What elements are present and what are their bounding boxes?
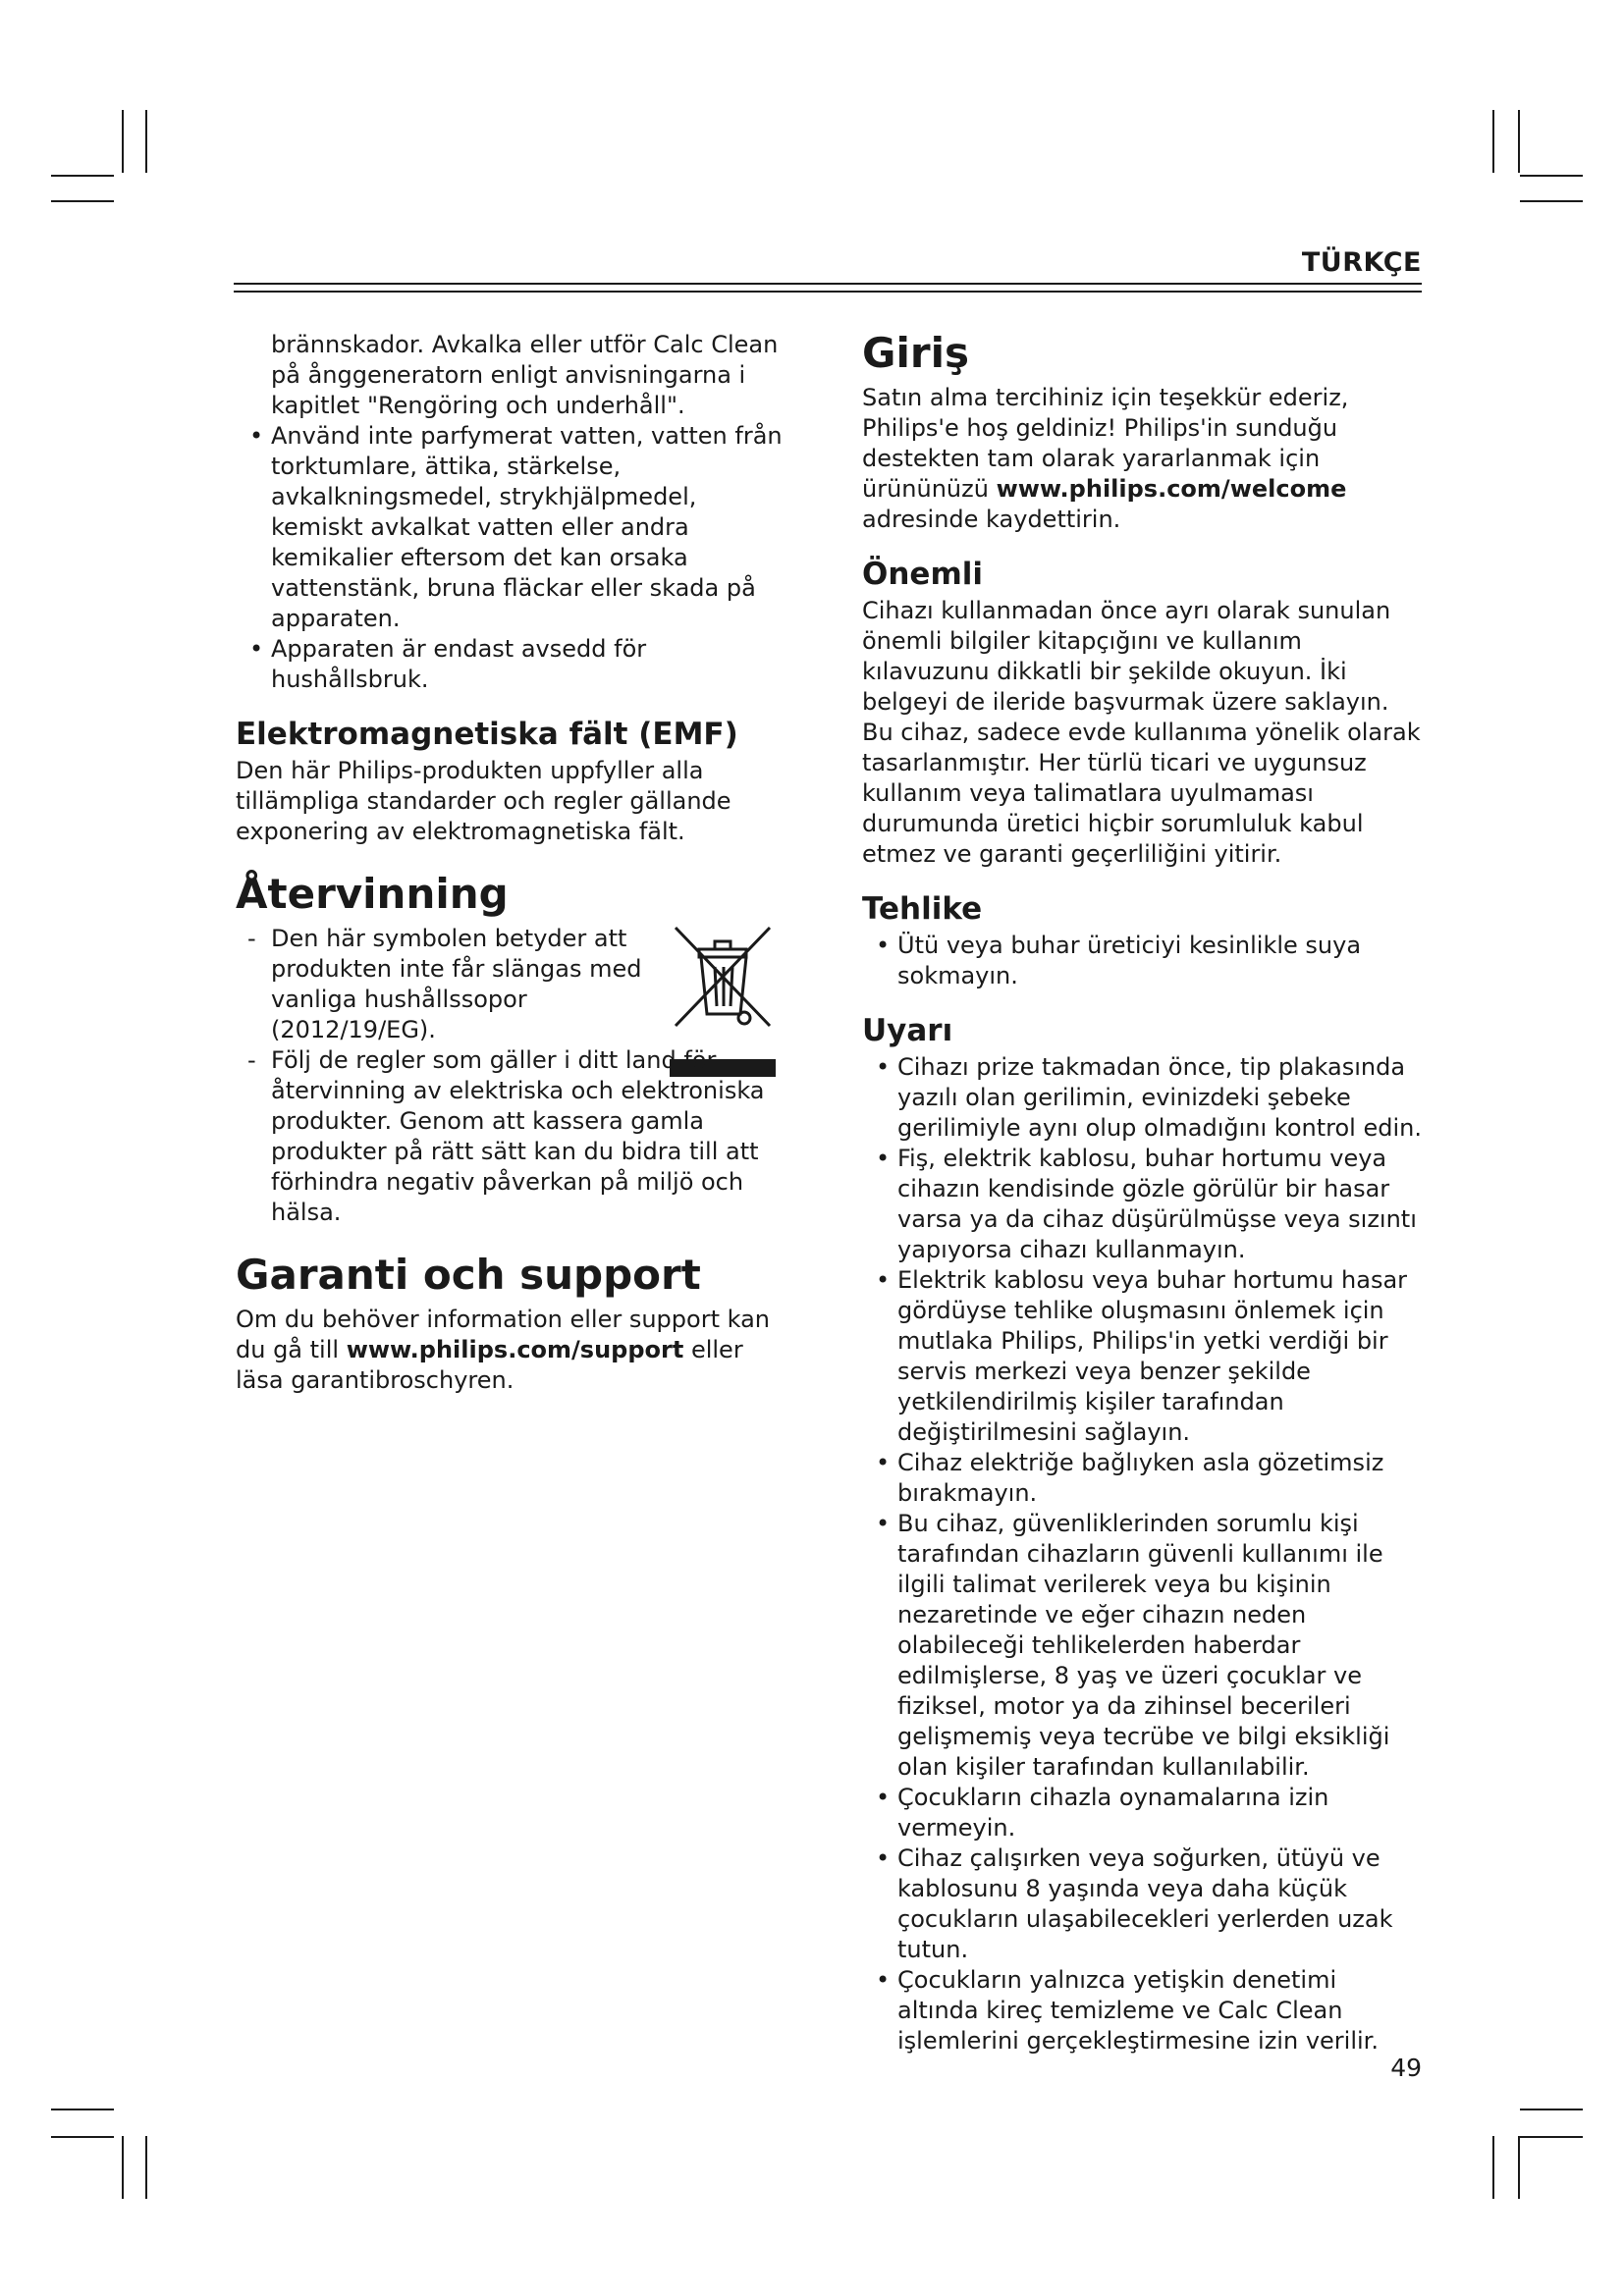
list-item: • Çocukların yalnızca yetişkin denetimi altında kireç temizleme ve Calc Clean işlemlerini gerçekleştirmesine izin verilir.	[876, 1966, 1379, 2055]
list-item: • Cihazı prize takmadan önce, tip plakasında yazılı olan gerilimin, evinizdeki şebeke gerilimiyle aynı olup olmadığını kontrol edin.	[876, 1053, 1422, 1142]
welcome-link[interactable]: www.philips.com/welcome	[996, 475, 1347, 503]
crop-mark	[1492, 110, 1494, 173]
right-column	[862, 330, 1422, 2056]
emf-text: Den här Philips-produkten uppfyller alla tillämpliga standarder och regler gällande exponering av elektromagnetiska fält.	[236, 757, 731, 845]
intro-heading: Giriş	[862, 329, 969, 377]
important-text-1: Cihazı kullanmadan önce ayrı olarak sunulan önemli bilgiler kitapçığını ve kullanım kılavuzunu dikkatli bir şekilde okuyun. İki belgeyi de ileride başvurmak üzere saklayın.	[862, 597, 1391, 716]
crop-mark	[145, 110, 147, 173]
crop-mark	[1520, 2136, 1583, 2138]
header-rule	[234, 291, 1422, 293]
intro-continuation: brännskador. Avkalka eller utför Calc Clean på ånggeneratorn enligt anvisningarna i kapitlet "Rengöring och underhåll".	[271, 331, 779, 419]
crop-mark	[51, 175, 114, 177]
list-item: - Följ de regler som gäller i ditt land för återvinning av elektriska och elektroniska produkter. Genom att kassera gamla produkter på rätt sätt kan du bidra till att förhindra negativ påverkan på miljö och hälsa.	[247, 1046, 765, 1226]
list-item: • Çocukların cihazla oynamalarına izin vermeyin.	[876, 1784, 1329, 1842]
crop-mark	[51, 2109, 114, 2110]
list-item: • Cihaz elektriğe bağlıyken asla gözetimsiz bırakmayın.	[876, 1449, 1384, 1507]
emf-heading: Elektromagnetiska fält (EMF)	[236, 717, 738, 752]
list-item: • Elektrik kablosu veya buhar hortumu hasar gördüyse tehlike oluşmasını önlemek için mutlaka Philips, Philips'in yetki verdiği bir servis merkezi veya benzer şekilde yetkilendirilmiş kişiler tarafından değiştirilmesini sağlayın.	[876, 1266, 1408, 1446]
crop-mark	[1520, 175, 1583, 177]
list-item: • Använd inte parfymerat vatten, vatten från torktumlare, ättika, stärkelse, avkalkningsmedel, strykhjälpmedel, kemiskt avkalkat vatten eller andra kemikalier eftersom det kan orsaka vattenstänk, bruna fläckar eller skada på apparaten.	[249, 422, 783, 632]
list-item: • Apparaten är endast avsedd för hushållsbruk.	[249, 635, 647, 693]
safety-bullets	[236, 421, 785, 695]
warranty-text: Om du behöver information eller support kan du gå till www.philips.com/support eller läsa garantibroschyren.	[236, 1306, 771, 1394]
list-item: • Cihaz çalışırken veya soğurken, ütüyü ve kablosunu 8 yaşında veya daha küçük çocukların ulaşabilecekleri yerlerden uzak tutun.	[876, 1844, 1393, 1963]
important-heading: Önemli	[862, 557, 984, 592]
recycling-heading: Återvinning	[236, 870, 509, 918]
crop-mark	[1518, 110, 1520, 173]
header-rule	[234, 283, 1422, 285]
crop-mark	[51, 200, 114, 202]
danger-bullets	[862, 931, 1422, 991]
page-number: 49	[1390, 2054, 1422, 2082]
warning-bullets	[862, 1052, 1422, 2056]
language-header: TÜRKÇE	[1301, 247, 1422, 278]
list-item: • Fiş, elektrik kablosu, buhar hortumu veya cihazın kendisinde gözle görülür bir hasar varsa ya da cihaz düşürülmüşse veya sızıntı yapıyorsa cihazı kullanmayın.	[876, 1145, 1417, 1263]
crop-mark	[1520, 200, 1583, 202]
danger-heading: Tehlike	[862, 891, 983, 927]
list-item: - Den här symbolen betyder att produkten inte får slängas med vanliga hushållssopor (2012/19/EG).	[247, 925, 642, 1043]
crop-mark	[1520, 2109, 1583, 2110]
crop-mark	[145, 2136, 147, 2199]
crop-mark	[122, 110, 124, 173]
crop-mark	[122, 2136, 124, 2199]
list-item: • Bu cihaz, güvenliklerinden sorumlu kişi tarafından cihazların güvenli kullanımı ile ilgili talimat verilerek veya bu kişinin nezaretinde ve eğer cihazın neden olabileceği tehlikelerden haberdar edilmişlerse, 8 yaş ve üzeri çocuklar ve fiziksel, motor ya da zihinsel becerileri gelişmemiş veya tecrübe ve bilgi eksikliği olan kişiler tarafından kullanılabilir.	[876, 1510, 1390, 1781]
important-text-2: Bu cihaz, sadece evde kullanıma yönelik olarak tasarlanmıştır. Her türlü ticari ve uygunsuz kullanım veya talimatlara uyulmaması durumunda üretici hiçbir sorumluluk kabul etmez ve garanti geçerliliğini yitirir.	[862, 719, 1421, 868]
warranty-heading: Garanti och support	[236, 1251, 701, 1299]
list-item: • Ütü veya buhar üreticiyi kesinlikle suya sokmayın.	[876, 932, 1362, 989]
crop-mark	[51, 2136, 114, 2138]
crop-mark	[1518, 2136, 1520, 2199]
recycling-section	[236, 924, 785, 1228]
support-link[interactable]: www.philips.com/support	[346, 1336, 684, 1363]
crop-mark	[1492, 2136, 1494, 2199]
left-column	[236, 330, 785, 1396]
warning-heading: Uyarı	[862, 1013, 953, 1048]
intro-text: Satın alma tercihiniz için teşekkür ederiz, Philips'e hoş geldiniz! Philips'in sunduğu destekten tam olarak yararlanmak için ürününüzü www.philips.com/welcome adresinde kaydettirin.	[862, 384, 1349, 533]
